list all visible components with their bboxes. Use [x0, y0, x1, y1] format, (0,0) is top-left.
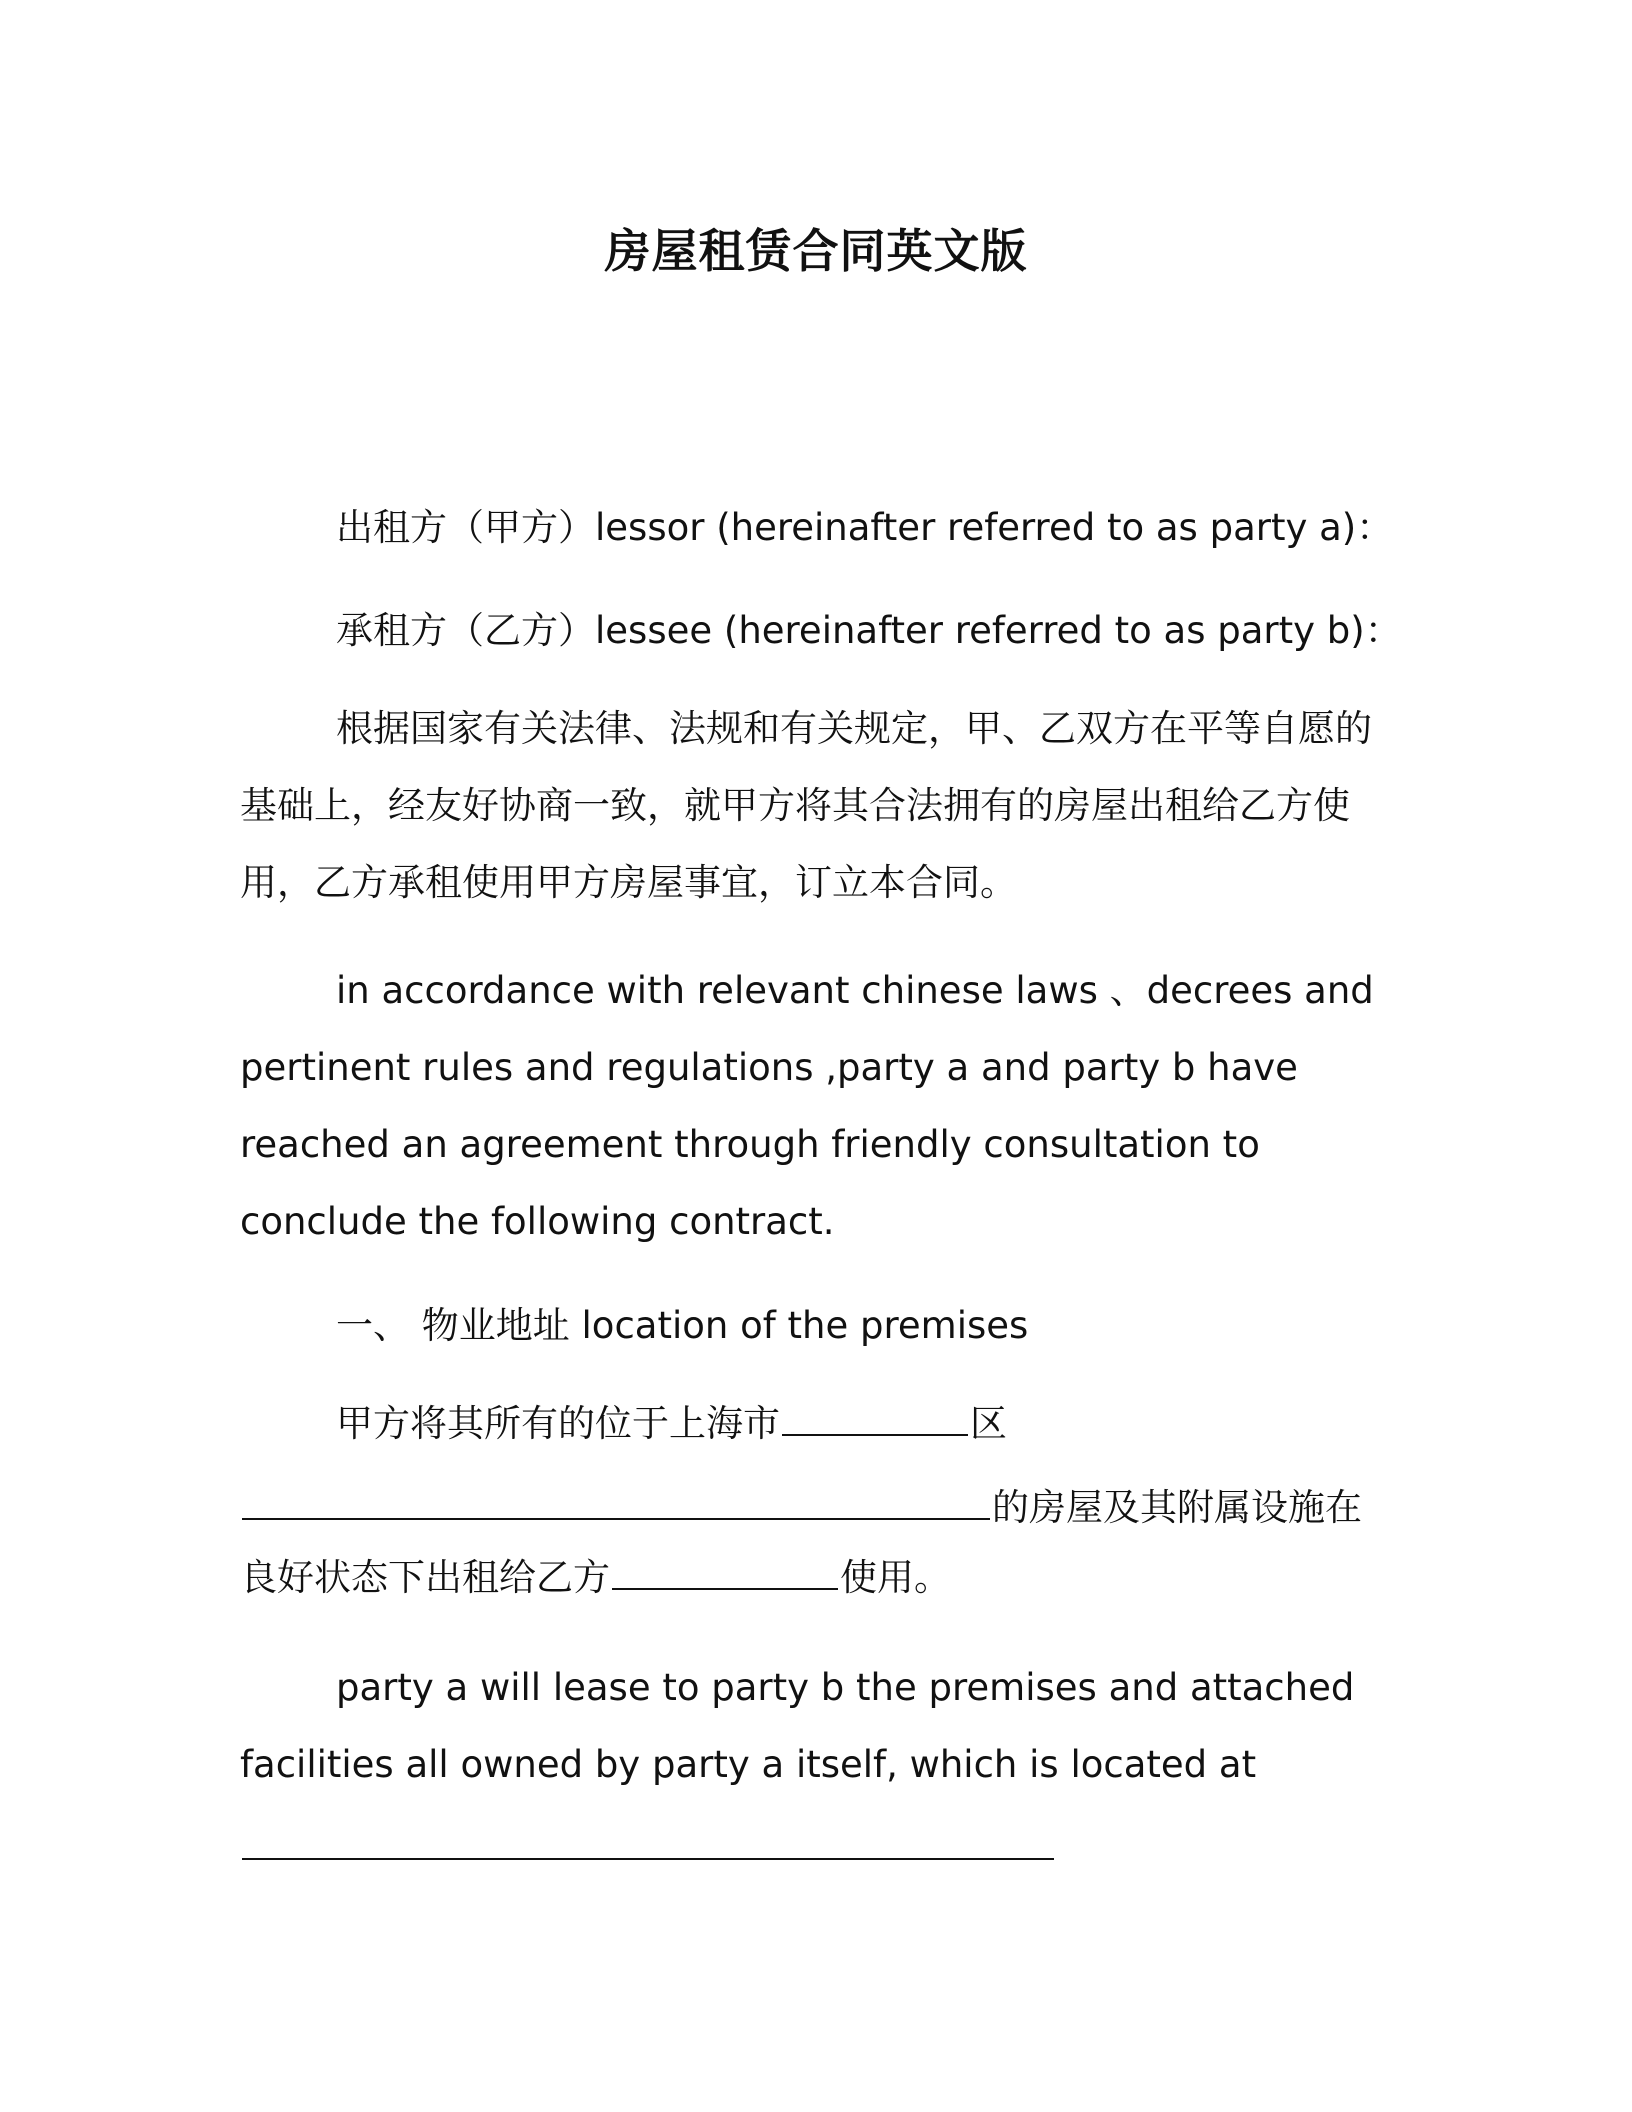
section1-heading: 一、 物业地址 location of the premises	[336, 1304, 1029, 1347]
location-blank	[242, 1822, 1054, 1860]
intro-en-line-3: reached an agreement through friendly consultation to	[240, 1123, 1260, 1166]
intro-en-line-2: pertinent rules and regulations ,party a and party b have	[240, 1046, 1298, 1089]
intro-en-line-1: in accordance with relevant chinese laws 、decrees and	[336, 969, 1374, 1012]
section1-cn-line-3	[240, 1548, 951, 1608]
intro-cn-line-3: 用，乙方承租使用甲方房屋事宜，订立本合同。	[240, 861, 1017, 904]
intro-cn-line-2: 基础上，经友好协商一致，就甲方将其合法拥有的房屋出租给乙方使	[240, 784, 1350, 827]
section1-en-line-2: facilities all owned by party a itself, which is located at	[240, 1743, 1257, 1786]
lessor-line: 出租方（甲方）lessor (hereinafter referred to as party a)：	[336, 506, 1394, 549]
intro-cn-line-1: 根据国家有关法律、法规和有关规定，甲、乙双方在平等自愿的	[336, 707, 1372, 750]
section1-cn-line-3-text: 良好状态下出租给乙方	[240, 1556, 610, 1599]
section1-cn-line-2	[240, 1478, 1362, 1538]
address-blank	[242, 1482, 990, 1520]
usage-blank	[612, 1552, 838, 1590]
district-blank	[782, 1398, 968, 1436]
lessee-line: 承租方（乙方）lessee (hereinafter referred to as party b)：	[336, 609, 1402, 652]
section1-en-line-3	[240, 1818, 1056, 1878]
section1-en-line-1: party a will lease to party b the premises and attached	[336, 1666, 1355, 1709]
section1-cn-line-3-suffix: 使用。	[840, 1556, 951, 1599]
section1-cn-line-1-suffix: 区	[970, 1402, 1007, 1445]
section1-cn-line-1-text: 甲方将其所有的位于上海市	[336, 1402, 780, 1445]
section1-cn-line-2-suffix: 的房屋及其附属设施在	[992, 1486, 1362, 1529]
document-title: 房屋租赁合同英文版	[604, 224, 1028, 278]
section1-cn-line-1	[336, 1394, 1007, 1454]
intro-en-line-4: conclude the following contract.	[240, 1200, 835, 1243]
